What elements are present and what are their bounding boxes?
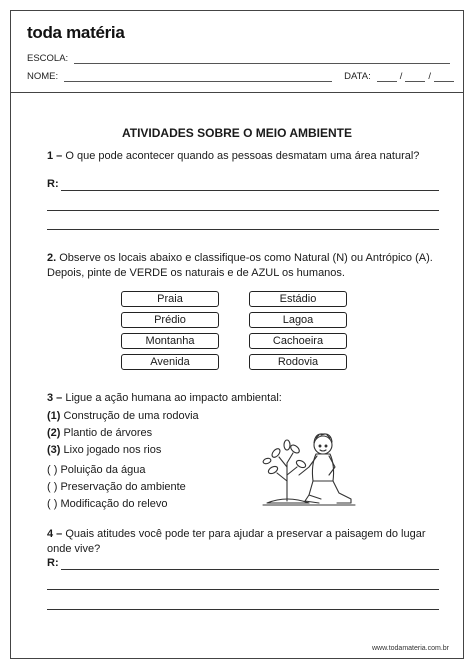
answer-4-line[interactable] — [47, 609, 439, 610]
action-number: (2) — [47, 427, 61, 439]
question-1 — [47, 149, 439, 164]
place-box[interactable]: Praia — [121, 291, 219, 307]
impact-answer-box[interactable]: ( ) — [47, 464, 58, 476]
question-2 — [47, 251, 439, 281]
nome-label: NOME: — [27, 71, 59, 82]
action-item — [47, 443, 161, 457]
impact-answer-box[interactable]: ( ) — [47, 481, 58, 493]
action-item — [47, 409, 199, 423]
question-4-text: Quais atitudes você pode ter para ajudar a preservar a paisagem do lugar onde vive? — [47, 528, 426, 555]
worksheet-header — [11, 11, 463, 93]
answer-1-line[interactable] — [47, 229, 439, 230]
action-label: Lixo jogado nos rios — [63, 444, 162, 456]
answer-1-line[interactable] — [47, 210, 439, 211]
question-4 — [47, 527, 439, 557]
data-year-line[interactable] — [434, 72, 454, 82]
question-1-text: O que pode acontecer quando as pessoas desmatam uma área natural? — [65, 150, 420, 162]
question-3-number: 3 – — [47, 392, 63, 404]
place-box[interactable]: Prédio — [121, 312, 219, 328]
brand-logo: toda matéria — [27, 23, 125, 42]
place-box[interactable]: Cachoeira — [249, 333, 347, 349]
action-number: (3) — [47, 444, 61, 456]
worksheet-page — [10, 10, 464, 659]
date-separator: / — [399, 71, 403, 82]
question-3-text: Ligue a ação humana ao impacto ambiental: — [65, 392, 282, 404]
data-month-line[interactable] — [405, 72, 425, 82]
place-box[interactable]: Lagoa — [249, 312, 347, 328]
impact-item[interactable] — [47, 497, 167, 511]
place-box[interactable]: Rodovia — [249, 354, 347, 370]
answer-4-line[interactable] — [61, 569, 439, 570]
nome-row — [27, 71, 454, 82]
boy-planting-tree-icon — [259, 423, 359, 511]
escola-label: ESCOLA: — [27, 53, 69, 64]
question-1-number: 1 – — [47, 150, 63, 162]
impact-label: Modificação do relevo — [60, 498, 168, 510]
answer-4-label: R: — [47, 557, 59, 569]
answer-4-line[interactable] — [47, 589, 439, 590]
escola-input-line[interactable] — [74, 54, 450, 64]
data-day-line[interactable] — [377, 72, 397, 82]
worksheet-title: ATIVIDADES SOBRE O MEIO AMBIENTE — [121, 126, 352, 140]
impact-item[interactable] — [47, 480, 186, 494]
answer-1-label: R: — [47, 178, 59, 190]
action-label: Plantio de árvores — [63, 427, 153, 439]
answer-1-line[interactable] — [61, 190, 439, 191]
footer-url[interactable]: www.todamateria.com.br — [371, 645, 449, 652]
escola-row — [27, 53, 450, 64]
question-2-text: Observe os locais abaixo e classifique-os como Natural (N) ou Antrópico (A). Depois, pinte de VERDE os naturais e de AZUL os humanos. — [47, 252, 433, 279]
impact-label: Preservação do ambiente — [60, 481, 186, 493]
question-2-number: 2. — [47, 252, 57, 264]
date-separator: / — [428, 71, 431, 82]
impact-label: Poluição da água — [60, 464, 146, 476]
impact-answer-box[interactable]: ( ) — [47, 498, 58, 510]
impact-item[interactable] — [47, 463, 145, 477]
action-number: (1) — [47, 410, 61, 422]
data-label: DATA: — [344, 71, 371, 82]
question-4-number: 4 – — [47, 528, 63, 540]
place-box[interactable]: Montanha — [121, 333, 219, 349]
action-item — [47, 426, 152, 440]
question-3 — [47, 391, 439, 406]
place-box[interactable]: Estádio — [249, 291, 347, 307]
action-label: Construção de uma rodovia — [63, 410, 199, 422]
nome-input-line[interactable] — [64, 72, 332, 82]
place-box[interactable]: Avenida — [121, 354, 219, 370]
